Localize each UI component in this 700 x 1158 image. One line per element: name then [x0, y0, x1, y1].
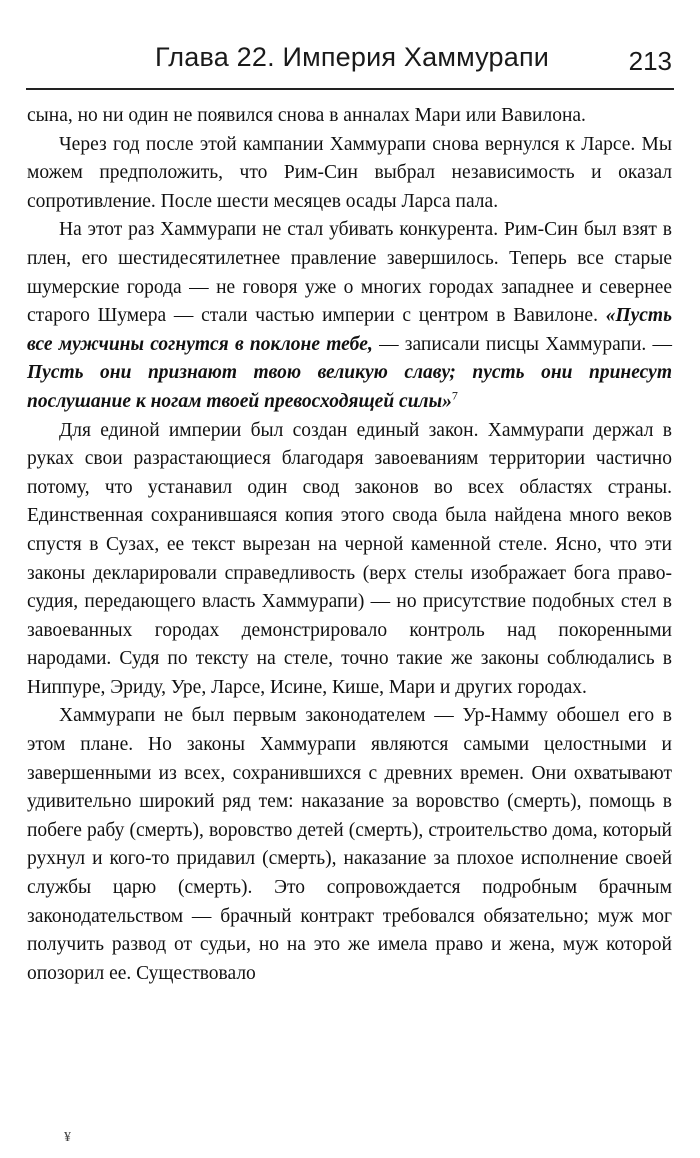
paragraph: Для единой империи был создан единый закон. Хаммурапи держал в руках свои разрастающиеся благодаря завоеваниям территории частично потому, что устанавил один свод законов во всех областях страны. Единственная сохранившаяся копия этого свода была найдена много веков спустя в Сузах, ее текст вырезан на черной каменной стеле. Ясно, что эти законы декларировали справедливость (верх стелы изображает бога правосудия, передающего власть Хаммурапи) — но присутствие подобных стел в завоеванных городах демонстрировало контроль над покоренными народами. Судя по тексту на стеле, точно такие же законы соблюдались в Ниппуре, Эриду, Уре, Ларсе, Исине, Кише, Мари и других городах. — [27, 419, 672, 698]
chapter-title: Глава 22. Империя Хаммурапи — [155, 42, 550, 72]
paragraph-text: На этот раз Хаммурапи не стал убивать конкурента. Рим-Син был взят в плен, его шестидесятилетнее правление завершилось. Теперь все старые шумерские города — не говоря уже о многих городах западнее и севернее старого Шумера — стали частью империи с центром в Вавилоне. — [27, 219, 672, 327]
quote-text: «Пусть все мужчины согнутся в поклоне тебе, — [27, 305, 672, 355]
body-text — [27, 102, 672, 988]
paragraph-with-quote — [27, 216, 672, 416]
page-number: 213 — [628, 46, 672, 76]
footnote-marker: 7 — [451, 388, 458, 403]
paragraph-text: — записали писцы Хаммурапи. — — [372, 333, 672, 355]
paragraph-continuation: сына, но ни один не появился снова в анналах Мари или Вавилона. — [27, 105, 586, 126]
quote-text: Пусть они признают твою великую славу; пусть они принесут послушание к ногам твоей превосходящей силы» — [27, 362, 672, 412]
paragraph: Через год после этой кампании Хаммурапи снова вернулся к Ларсе. Мы можем предположить, что Рим-Син выбрал независимость и оказал сопротивление. После шести месяцев осады Ларса пала. — [27, 133, 672, 212]
footer-mark: ¥ — [64, 1130, 71, 1145]
paragraph: Хаммурапи не был первым законодателем — Ур-Намму обошел его в этом плане. Но законы Хаммурапи являются самыми целостными и завершенными из всех, сохранившихся с древних времен. Они охватывают удивительно широкий ряд тем: наказание за воровство (смерть), помощь в побеге рабу (смерть), воровство детей (смерть), строительство дома, который рухнул и кого-то придавил (смерть), наказание за плохое исполнение своей службы царю (смерть). Это сопровождается подробным брачным законодательством — брачный контракт требовался обязательно; муж мог получить развод от судьи, но на это же имела право и жена, муж которой опозорил ее. Существовало — [27, 705, 672, 984]
header-divider — [26, 88, 674, 90]
